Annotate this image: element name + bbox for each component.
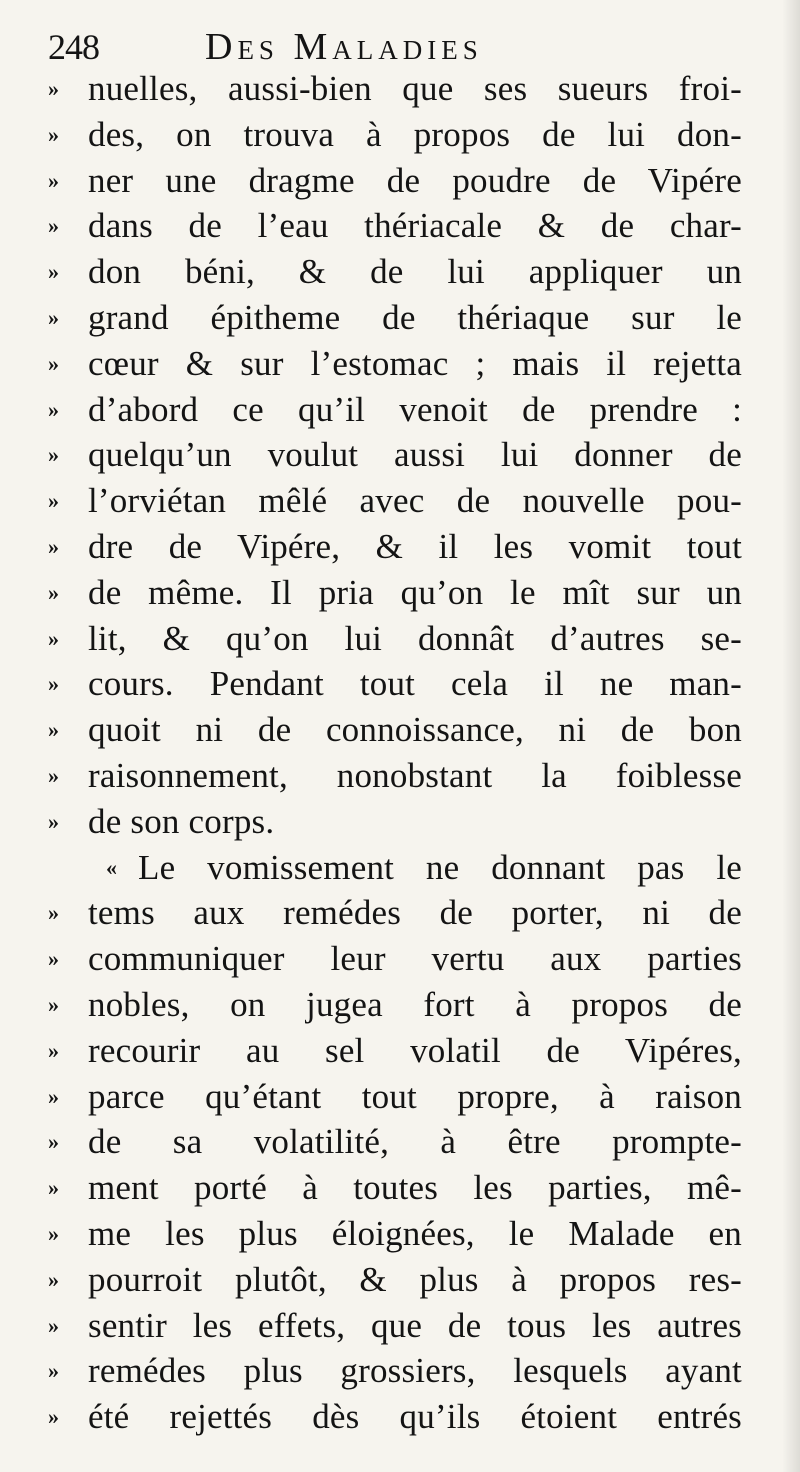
quotation-mark: » [48, 304, 59, 330]
line-text: ment porté à toutes les parties, mê- [88, 1168, 742, 1208]
quotation-mark: » [48, 808, 59, 834]
line-text: de même. Il pria qu’on le mît sur un [88, 572, 742, 612]
text-line [48, 1303, 742, 1349]
text-line [48, 707, 742, 753]
line-text: remédes plus grossiers, lesquels ayant [88, 1351, 742, 1391]
quotation-mark: » [48, 259, 59, 285]
line-text: nobles, on jugea fort à propos de [88, 984, 742, 1024]
text-line [48, 1348, 742, 1394]
quotation-mark: » [48, 1266, 59, 1292]
line-text: ner une dragme de poudre de Vipére [88, 160, 742, 200]
quotation-mark: » [48, 1404, 59, 1430]
body-text [48, 66, 742, 1440]
text-line [48, 753, 742, 799]
line-text: communiquer leur vertu aux parties [88, 939, 742, 979]
text-line [48, 341, 742, 387]
line-text: des, on trouva à propos de lui don- [88, 114, 742, 154]
running-title: Des Maladies [205, 26, 483, 68]
text-line [48, 982, 742, 1028]
quotation-mark: » [48, 396, 59, 422]
quotation-mark: » [48, 167, 59, 193]
quotation-mark: » [48, 442, 59, 468]
opening-quotation-mark: « [106, 854, 117, 880]
quotation-mark: » [48, 579, 59, 605]
quotation-mark: » [48, 625, 59, 651]
text-line [48, 1394, 742, 1440]
quotation-mark: » [48, 533, 59, 559]
page-number: 248 [48, 27, 99, 67]
line-text: nuelles, aussi-bien que ses sueurs froi- [88, 69, 742, 108]
text-line [48, 203, 742, 249]
quotation-mark: » [48, 488, 59, 514]
quotation-mark: » [48, 671, 59, 697]
quotation-mark: » [48, 946, 59, 972]
text-line [48, 1211, 742, 1257]
text-line [48, 799, 742, 845]
quotation-mark: » [48, 1358, 59, 1384]
line-text: cours. Pendant tout cela il ne man- [88, 664, 742, 704]
line-text: recourir au sel volatil de Vipéres, [88, 1030, 742, 1070]
running-head [48, 22, 768, 72]
quotation-mark: » [48, 1175, 59, 1201]
line-text: me les plus éloignées, le Malade en [88, 1213, 742, 1253]
text-line [48, 616, 742, 662]
text-line [48, 1257, 742, 1303]
line-text: de son corps. [88, 801, 275, 841]
quotation-mark: » [48, 76, 59, 101]
line-text: cœur & sur l’estomac ; mais il rejetta [88, 343, 742, 383]
text-line [48, 1028, 742, 1074]
line-text: dre de Vipére, & il les vomit tout [88, 526, 742, 566]
line-text: raisonnement, nonobstant la foiblesse [88, 755, 742, 795]
quotation-mark: » [48, 1037, 59, 1063]
line-text: de sa volatilité, à être prompte- [88, 1122, 742, 1162]
line-text: tems aux remédes de porter, ni de [88, 893, 742, 933]
line-text: Le vomissement ne donnant pas le [138, 847, 742, 887]
line-text: dans de l’eau thériacale & de char- [88, 206, 742, 246]
text-line [48, 112, 742, 158]
quotation-mark: » [48, 213, 59, 239]
text-line [48, 66, 742, 112]
line-text: l’orviétan mêlé avec de nouvelle pou- [88, 481, 742, 521]
line-text: quoit ni de connoissance, ni de bon [88, 710, 742, 750]
text-line [48, 1119, 742, 1165]
line-text: pourroit plutôt, & plus à propos res- [88, 1259, 742, 1299]
line-text: d’abord ce qu’il venoit de prendre : [88, 389, 742, 429]
line-text: lit, & qu’on lui donnât d’autres se- [88, 618, 742, 658]
text-line [48, 661, 742, 707]
quotation-mark: » [48, 900, 59, 926]
text-line [48, 432, 742, 478]
text-line [48, 387, 742, 433]
line-text: été rejettés dès qu’ils étoient entrés [88, 1397, 742, 1437]
text-line [48, 295, 742, 341]
quotation-mark: » [48, 762, 59, 788]
line-text: don béni, & de lui appliquer un [88, 252, 742, 292]
quotation-mark: » [48, 1312, 59, 1338]
quotation-mark: » [48, 717, 59, 743]
text-line [48, 478, 742, 524]
text-line [48, 1165, 742, 1211]
text-line [48, 570, 742, 616]
text-line [48, 936, 742, 982]
text-line [48, 524, 742, 570]
line-text: parce qu’étant tout propre, à raison [88, 1076, 742, 1116]
line-text: quelqu’un voulut aussi lui donner de [88, 435, 742, 475]
paragraph-first-line [48, 845, 742, 891]
line-text: grand épitheme de thériaque sur le [88, 297, 742, 337]
text-line [48, 1074, 742, 1120]
quotation-mark: » [48, 121, 59, 147]
text-line [48, 158, 742, 204]
text-line [48, 249, 742, 295]
quotation-mark: » [48, 350, 59, 376]
page-edge-shadow [782, 0, 800, 1472]
quotation-mark: » [48, 1220, 59, 1246]
quotation-mark: » [48, 1129, 59, 1155]
line-text: sentir les effets, que de tous les autres [88, 1305, 742, 1345]
quotation-mark: » [48, 1083, 59, 1109]
quotation-mark: » [48, 991, 59, 1017]
text-line [48, 890, 742, 936]
